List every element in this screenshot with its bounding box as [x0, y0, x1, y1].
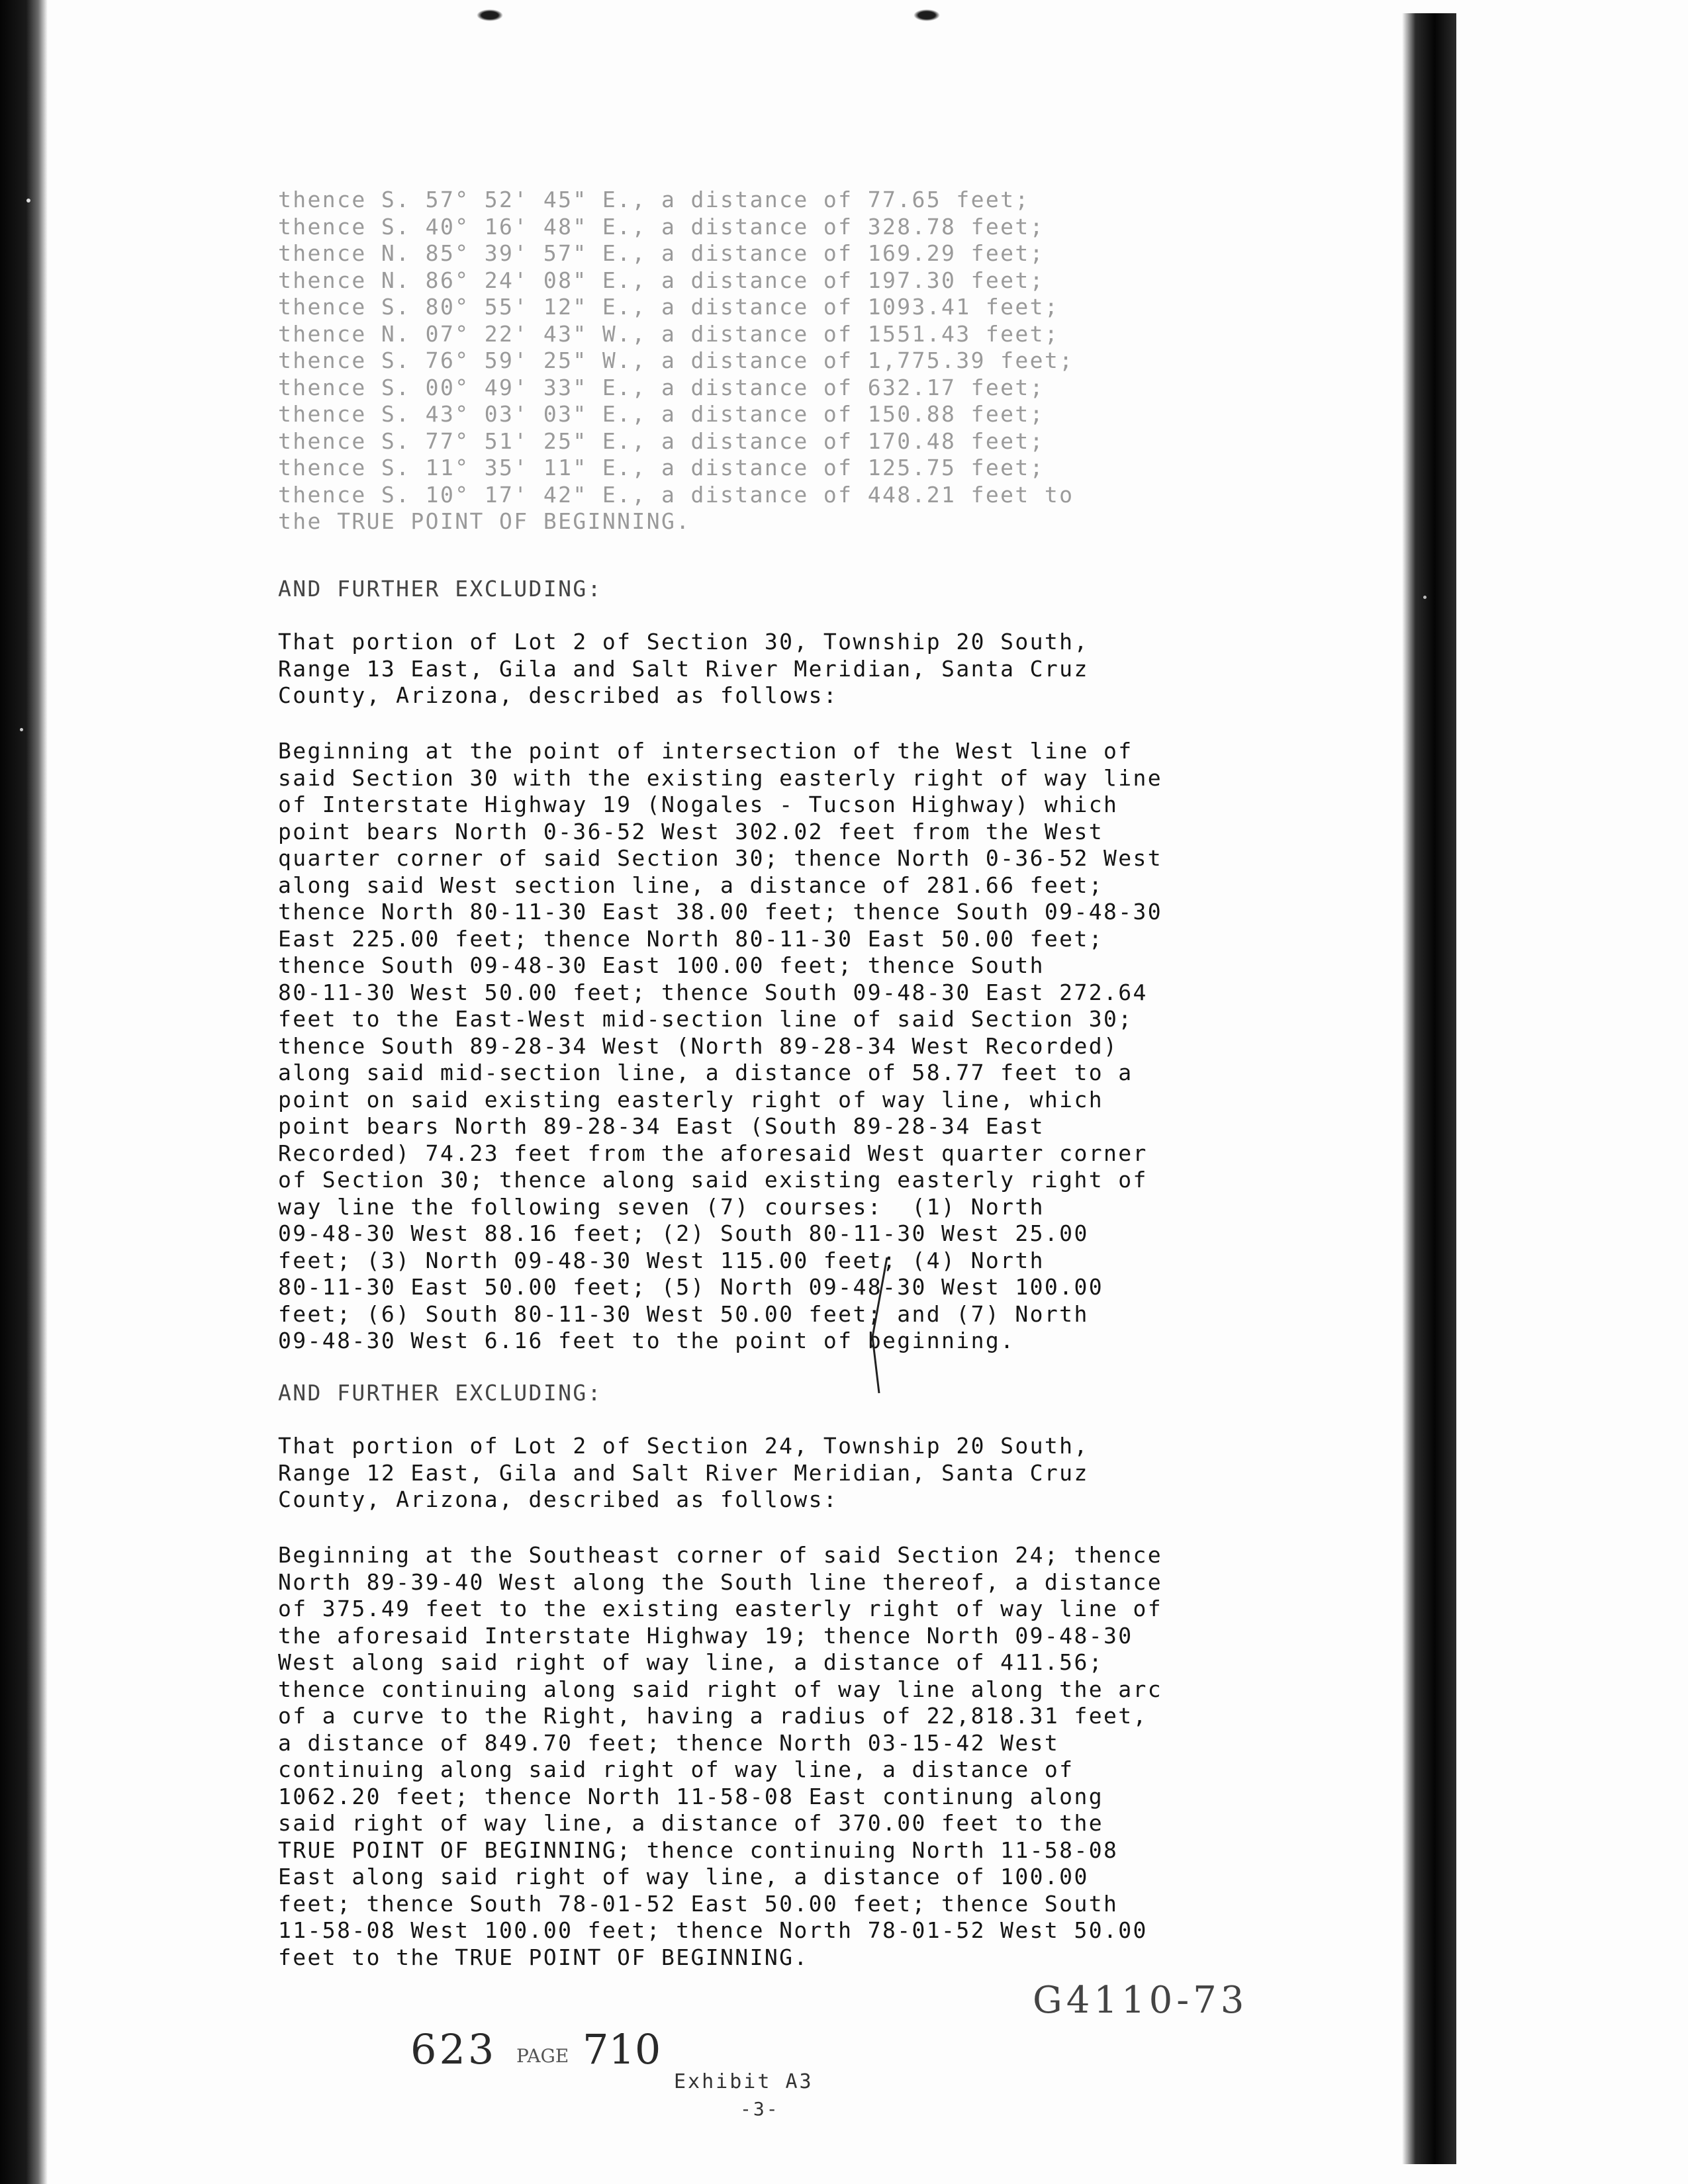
body-line: along said West section line, a distance of 281.66 feet; [278, 872, 1103, 898]
scan-edge-left [0, 0, 48, 2184]
book-label: PAGE [516, 2045, 569, 2067]
intro-line: Range 12 East, Gila and Salt River Meridian, Santa Cruz [278, 1459, 1089, 1486]
body-line: along said mid-section line, a distance of 58.77 feet to a [278, 1060, 1133, 1085]
intro-line: That portion of Lot 2 of Section 24, Township 20 South, [278, 1433, 1089, 1459]
body-line: thence North 80-11-30 East 38.00 feet; thence South 09-48-30 [278, 899, 1163, 925]
faded-line: thence S. 43° 03' 03" E., a distance of 150.88 feet; [278, 401, 1045, 427]
body-line: West along said right of way line, a distance of 411.56; [278, 1649, 1103, 1675]
body-line: feet; (3) North 09-48-30 West 115.00 feet; (4) North [278, 1247, 1045, 1273]
pen-stroke [861, 1257, 900, 1396]
body-line: 1062.20 feet; thence North 11-58-08 East continung along [278, 1783, 1103, 1809]
body-line: North 89-39-40 West along the South line thereof, a distance [278, 1569, 1163, 1595]
faded-line: thence S. 80° 55' 12" E., a distance of 1093.41 feet; [278, 294, 1060, 320]
faded-courses-block [278, 187, 1271, 535]
punch-mark-left [477, 9, 503, 21]
body-line: way line the following seven (7) courses: (1) North [278, 1193, 1045, 1220]
body-line: Beginning at the Southeast corner of said Section 24; thence [278, 1542, 1163, 1568]
body-line: 80-11-30 East 50.00 feet; (5) North 09-48-30 West 100.00 [278, 1274, 1103, 1300]
faded-line: thence S. 57° 52' 45" E., a distance of 77.65 feet; [278, 187, 1030, 212]
recording-stamp: G4110-73 [1033, 1979, 1248, 2022]
body-line: Beginning at the point of intersection of the West line of [278, 738, 1133, 764]
body-line: 80-11-30 West 50.00 feet; thence South 09-48-30 East 272.64 [278, 979, 1148, 1005]
faded-line: thence N. 86° 24' 08" E., a distance of 197.30 feet; [278, 267, 1045, 293]
body-line: thence South 09-48-30 East 100.00 feet; thence South [278, 952, 1045, 978]
body-line: thence continuing along said right of way line along the arc [278, 1676, 1163, 1702]
faded-line: thence S. 11° 35' 11" E., a distance of 125.75 feet; [278, 455, 1045, 480]
body-line: 09-48-30 West 88.16 feet; (2) South 80-11-30 West 25.00 [278, 1220, 1089, 1246]
exhibit-label: Exhibit A3 [674, 2070, 814, 2093]
body-line: point bears North 89-28-34 East (South 89-28-34 East [278, 1113, 1045, 1139]
faded-line: thence S. 76° 59' 25" W., a distance of 1,775.39 feet; [278, 347, 1074, 373]
faded-line: thence N. 85° 39' 57" E., a distance of 169.29 feet; [278, 240, 1045, 266]
faded-line: the TRUE POINT OF BEGINNING. [278, 508, 691, 534]
body-line: of a curve to the Right, having a radius of 22,818.31 feet, [278, 1703, 1148, 1729]
section2-intro [278, 1433, 1271, 1514]
heading-text: AND FURTHER EXCLUDING: [278, 1380, 602, 1406]
heading-text: AND FURTHER EXCLUDING: [278, 576, 602, 602]
intro-line: Range 13 East, Gila and Salt River Meridian, Santa Cruz [278, 655, 1089, 682]
intro-line: That portion of Lot 2 of Section 30, Township 20 South, [278, 629, 1089, 655]
section2-heading [278, 1380, 1271, 1407]
faded-line: thence S. 77° 51' 25" E., a distance of 170.48 feet; [278, 428, 1045, 454]
body-line: of Section 30; thence along said existing easterly right of [278, 1167, 1148, 1193]
body-line: feet; thence South 78-01-52 East 50.00 feet; thence South [278, 1890, 1119, 1917]
body-line: said Section 30 with the existing easterly right of way line [278, 764, 1163, 791]
body-line: point on said existing easterly right of way line, which [278, 1086, 1103, 1113]
scan-speck [26, 199, 30, 203]
body-line: East along said right of way line, a distance of 100.00 [278, 1864, 1089, 1889]
scan-edge-right [1402, 13, 1456, 2164]
body-line: thence South 89-28-34 West (North 89-28-34 West Recorded) [278, 1032, 1119, 1059]
intro-line: County, Arizona, described as follows: [278, 1486, 839, 1512]
body-line: continuing along said right of way line, a distance of [278, 1756, 1074, 1782]
body-line: East 225.00 feet; thence North 80-11-30 East 50.00 feet; [278, 925, 1103, 952]
faded-line: thence S. 10° 17' 42" E., a distance of 448.21 feet to [278, 481, 1074, 508]
faded-line: thence S. 00° 49' 33" E., a distance of 632.17 feet; [278, 374, 1045, 400]
body-line: feet; (6) South 80-11-30 West 50.00 feet; and (7) North [278, 1300, 1089, 1327]
recorded-page-number: 710 [583, 2025, 661, 2073]
section1-body [278, 738, 1271, 1355]
body-line: 11-58-08 West 100.00 feet; thence North 78-01-52 West 50.00 [278, 1917, 1148, 1943]
body-line: the aforesaid Interstate Highway 19; thence North 09-48-30 [278, 1622, 1133, 1649]
section1-intro [278, 629, 1271, 709]
scan-speck [20, 728, 23, 731]
intro-line: County, Arizona, described as follows: [278, 682, 839, 708]
body-line: quarter corner of said Section 30; thence North 0-36-52 West [278, 845, 1163, 871]
body-line: of 375.49 feet to the existing easterly right of way line of [278, 1596, 1163, 1621]
section1-heading [278, 576, 1271, 603]
faded-line: thence N. 07° 22' 43" W., a distance of 1551.43 feet; [278, 320, 1060, 347]
body-line: TRUE POINT OF BEGINNING; thence continuing North 11-58-08 [278, 1837, 1119, 1863]
docket-number: 623 [410, 2025, 497, 2073]
body-line: of Interstate Highway 19 (Nogales - Tucson Highway) which [278, 792, 1119, 817]
scan-speck [1423, 596, 1427, 599]
body-line: feet to the TRUE POINT OF BEGINNING. [278, 1944, 809, 1970]
body-line: a distance of 849.70 feet; thence North 03-15-42 West [278, 1729, 1060, 1756]
body-line: 09-48-30 West 6.16 feet to the point of beginning. [278, 1328, 1015, 1353]
body-line: Recorded) 74.23 feet from the aforesaid West quarter corner [278, 1140, 1148, 1166]
page-number: -3- [740, 2098, 780, 2120]
body-line: point bears North 0-36-52 West 302.02 feet from the West [278, 818, 1103, 844]
punch-mark-right [914, 9, 940, 21]
faded-line: thence S. 40° 16' 48" E., a distance of 328.78 feet; [278, 213, 1045, 240]
body-line: feet to the East-West mid-section line of said Section 30; [278, 1006, 1133, 1032]
body-line: said right of way line, a distance of 370.00 feet to the [278, 1810, 1103, 1836]
section2-body [278, 1542, 1271, 1971]
